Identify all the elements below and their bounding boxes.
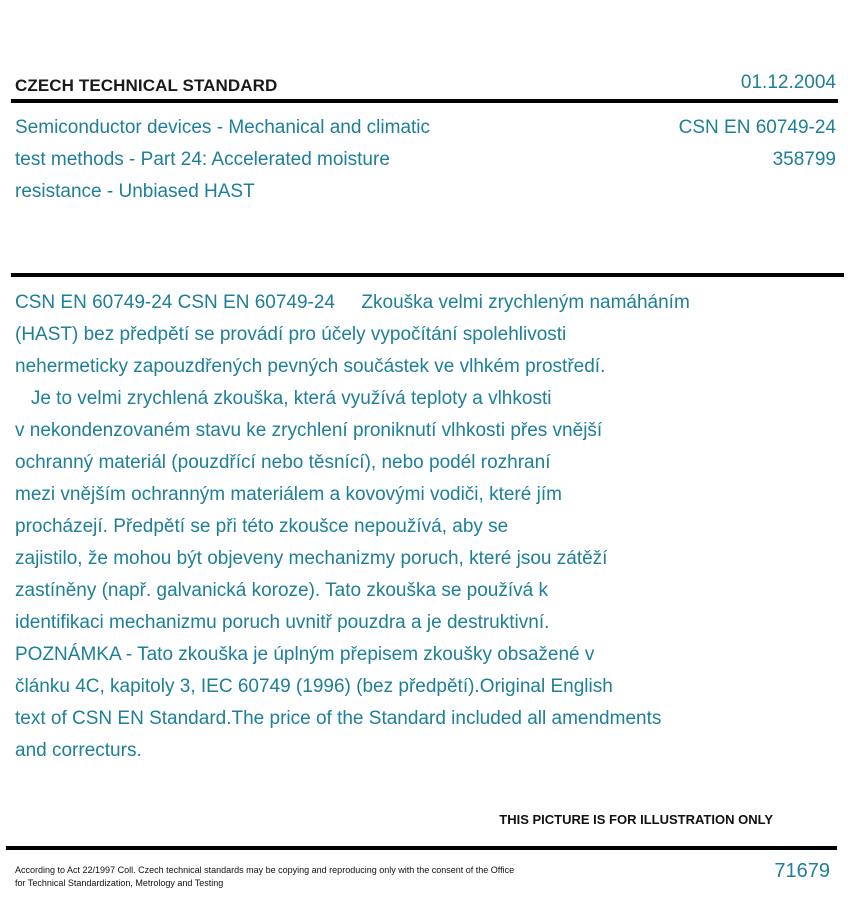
standard-description [15, 287, 815, 767]
header-date: 01.12.2004 [740, 72, 836, 93]
description-line: Je to velmi zrychlená zkouška, která využívá teploty a vlhkosti [15, 388, 552, 409]
description-line: zastíněny (např. galvanická koroze). Tato zkouška se používá k [15, 580, 548, 601]
footer-legal-line: According to Act 22/1997 Coll. Czech technical standards may be copying and reproducing only with the consent of the Office [15, 865, 515, 875]
description-line: procházejí. Předpětí se při této zkoušce nepoužívá, aby se [15, 516, 509, 537]
description-line: zajistilo, že mohou být objeveny mechanizmy poruch, které jsou zátěží [15, 548, 608, 569]
standard-code: CSN EN 60749-24 [678, 117, 836, 138]
description-line: v nekondenzovaném stavu ke zrychlení proniknutí vlhkosti přes vnější [15, 420, 603, 441]
standard-title-line: resistance - Unbiased HAST [15, 181, 255, 202]
illustration-note: THIS PICTURE IS FOR ILLUSTRATION ONLY [499, 812, 773, 827]
standard-class-number: 358799 [772, 149, 836, 170]
description-line: ochranný materiál (pouzdřící nebo těsnící), nebo podél rozhraní [15, 452, 551, 473]
footer-legal-note [15, 864, 595, 890]
footer-number: 71679 [774, 860, 830, 882]
standard-code-block [679, 112, 836, 176]
description-line: text of CSN EN Standard.The price of the Standard included all amendments [15, 708, 662, 729]
standard-title [15, 112, 535, 208]
description-line: článku 4C, kapitoly 3, IEC 60749 (1996) (bez předpětí).Original English [15, 676, 613, 697]
description-line: CSN EN 60749-24 CSN EN 60749-24 Zkouška velmi zrychleným namáháním [15, 292, 690, 313]
standard-title-line: test methods - Part 24: Accelerated moisture [15, 149, 390, 170]
description-line: and correcturs. [15, 740, 142, 761]
footer-legal-line: for Technical Standardization, Metrology and Testing [15, 878, 224, 888]
description-line: POZNÁMKA - Tato zkouška je úplným přepisem zkoušky obsažené v [15, 644, 595, 665]
description-line: identifikaci mechanizmu poruch uvnitř pouzdra a je destruktivní. [15, 612, 550, 633]
header-divider [11, 99, 838, 103]
header-title: CZECH TECHNICAL STANDARD [15, 76, 278, 95]
standard-title-line: Semiconductor devices - Mechanical and climatic [15, 117, 431, 138]
description-line: (HAST) bez předpětí se provádí pro účely vypočítání spolehlivosti [15, 324, 567, 345]
description-line: nehermeticky zapouzdřených pevných součástek ve vlhkém prostředí. [15, 356, 606, 377]
section-divider [11, 273, 844, 277]
footer-divider [6, 846, 837, 850]
description-line: mezi vnějším ochranným materiálem a kovovými vodiči, které jím [15, 484, 562, 505]
